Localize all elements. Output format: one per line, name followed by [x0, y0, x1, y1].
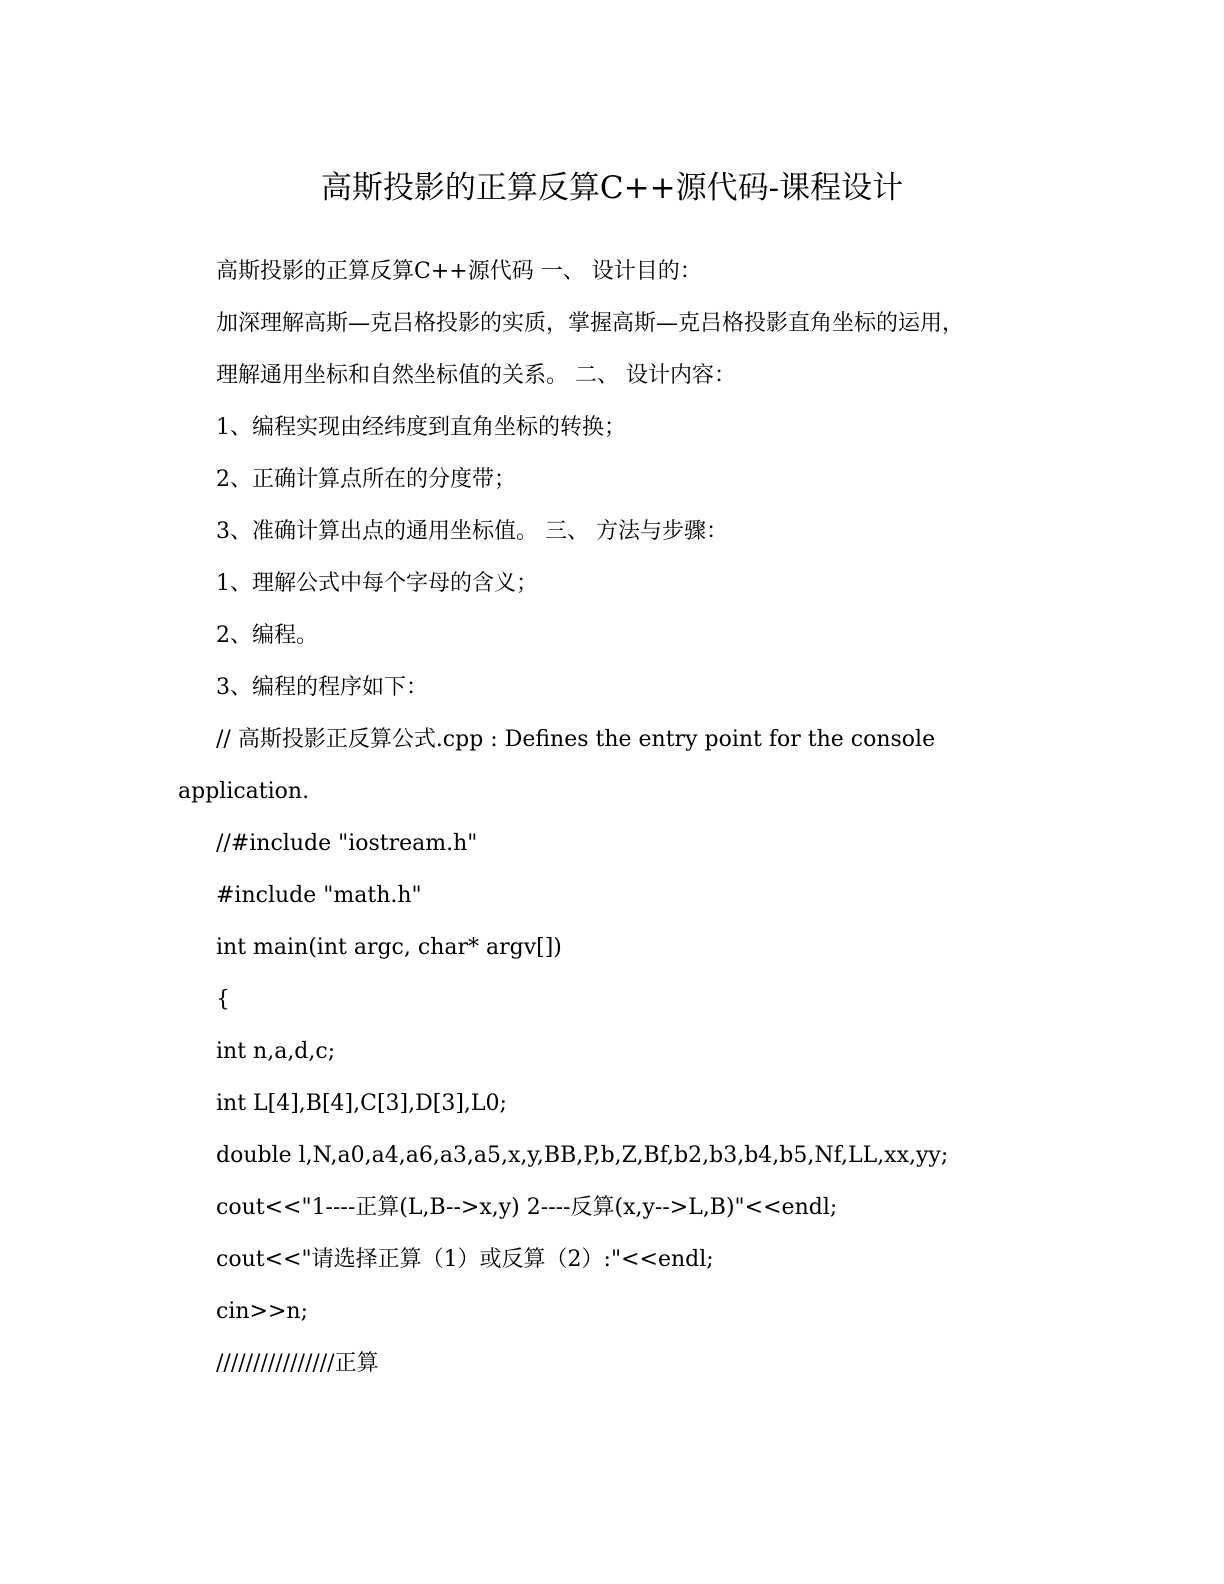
code-line: int L[4],B[4],C[3],D[3],L0;: [216, 1091, 507, 1116]
text-line: 1、理解公式中每个字母的含义；: [216, 571, 538, 596]
text-line: 高斯投影的正算反算C++源代码 一、 设计目的：: [216, 259, 702, 284]
code-line: int main(int argc, char* argv[]): [216, 935, 562, 960]
code-line: ////////////////正算: [216, 1351, 379, 1376]
document-title: 高斯投影的正算反算C++源代码-课程设计: [320, 170, 904, 206]
text-line: 理解通用坐标和自然坐标值的关系。 二、 设计内容：: [216, 363, 736, 388]
code-line: cout<<"1----正算(L,B-->x,y) 2----反算(x,y-->L,B)"<<endl;: [216, 1195, 838, 1220]
text-line: 3、准确计算出点的通用坐标值。 三、 方法与步骤：: [216, 519, 728, 544]
text-line: 1、编程实现由经纬度到直角坐标的转换；: [216, 415, 626, 440]
code-line: {: [216, 987, 230, 1012]
text-line: 3、编程的程序如下：: [216, 675, 428, 700]
code-line: int n,a,d,c;: [216, 1039, 336, 1064]
code-line: #include "math.h": [216, 883, 422, 908]
text-line: 加深理解高斯—克吕格投影的实质，掌握高斯—克吕格投影直角坐标的运用，: [216, 311, 965, 336]
code-line: cin>>n;: [216, 1299, 308, 1324]
code-line: cout<<"请选择正算（1）或反算（2）:"<<endl;: [216, 1247, 714, 1272]
code-line: double l,N,a0,a4,a6,a3,a5,x,y,BB,P,b,Z,Bf,b2,b3,b4,b5,Nf,LL,xx,yy;: [216, 1143, 949, 1168]
code-line: // 高斯投影正反算公式.cpp : Defines the entry point for the console: [216, 727, 936, 752]
code-line: application.: [178, 779, 310, 804]
text-line: 2、编程。: [216, 623, 318, 648]
code-line: //#include "iostream.h": [216, 831, 478, 856]
text-line: 2、正确计算点所在的分度带；: [216, 467, 516, 492]
